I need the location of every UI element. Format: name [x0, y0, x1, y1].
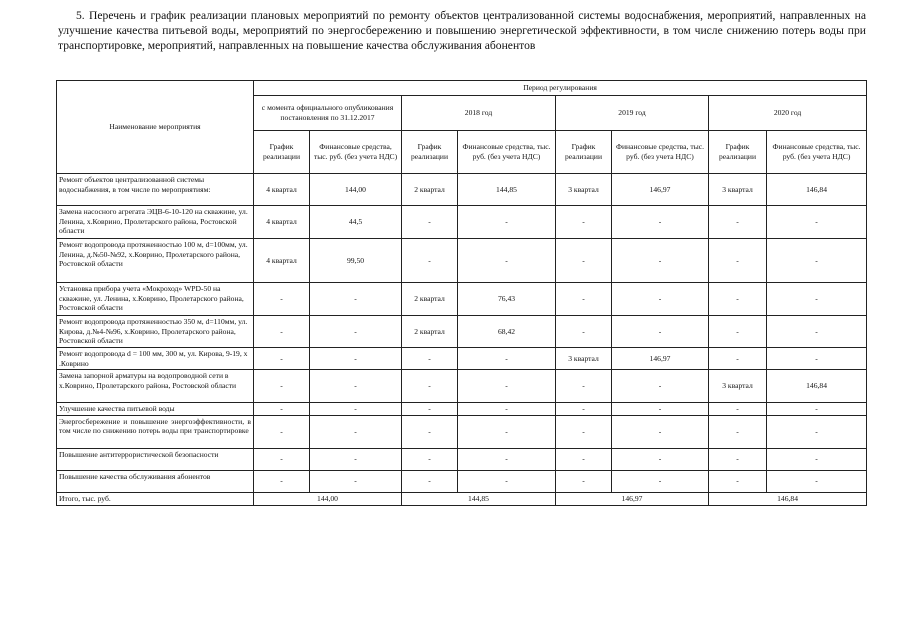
- row-name-cell: Энергосбережение и повышение энергоэффективности, в том числе по снижению потерь воды при транспортировке: [57, 415, 254, 448]
- row-name-cell: Ремонт водопровода протяженностью 100 м, d=100мм, ул. Ленина, д.№50-№92, х.Коврино, Пролетарского района, Ростовской области: [57, 239, 254, 283]
- schedule-cell: -: [709, 348, 767, 370]
- schedule-cell: 4 квартал: [254, 174, 310, 206]
- finance-cell: 99,50: [310, 239, 402, 283]
- table-row: [57, 470, 867, 492]
- section-title: [58, 8, 866, 53]
- schedule-cell: -: [254, 283, 310, 316]
- finance-cell: -: [458, 239, 556, 283]
- finance-cell: -: [310, 348, 402, 370]
- schedule-cell: -: [402, 206, 458, 239]
- finance-cell: -: [458, 206, 556, 239]
- schedule-cell: 2 квартал: [402, 283, 458, 316]
- schedule-cell: -: [402, 239, 458, 283]
- finance-cell: -: [458, 470, 556, 492]
- row-name-cell: Замена запорной арматуры на водопроводной сети в х.Коврино, Пролетарского района, Ростовской области: [57, 370, 254, 403]
- row-name-cell: Повышение качества обслуживания абонентов: [57, 470, 254, 492]
- finance-cell: 76,43: [458, 283, 556, 316]
- finance-cell: -: [310, 448, 402, 470]
- schedule-cell: 4 квартал: [254, 206, 310, 239]
- schedule-cell: 2 квартал: [402, 174, 458, 206]
- finance-cell: -: [612, 470, 709, 492]
- schedule-cell: -: [254, 403, 310, 416]
- schedule-cell: 3 квартал: [556, 348, 612, 370]
- schedule-cell: 3 квартал: [556, 174, 612, 206]
- total-value: 146,84: [709, 492, 867, 505]
- schedule-cell: 3 квартал: [709, 174, 767, 206]
- finance-cell: -: [767, 403, 867, 416]
- finance-cell: -: [612, 448, 709, 470]
- finance-cell: 68,42: [458, 316, 556, 348]
- table-row: [57, 316, 867, 348]
- finance-cell: -: [310, 283, 402, 316]
- schedule-cell: -: [556, 316, 612, 348]
- section-title-text: 5. Перечень и график реализации плановых мероприятий по ремонту объектов централизованной системы водоснабжения, мероприятий, направленных на улучшение качества питьевой воды, мероприятий по энергосбережению и повышению энергетической эффективности, в том числе снижению потерь воды при транспортировке, мероприятий, направленных на повышение качества обслуживания абонентов: [58, 9, 866, 52]
- finance-cell: -: [458, 448, 556, 470]
- schedule-cell: -: [709, 403, 767, 416]
- schedule-cell: -: [556, 403, 612, 416]
- finance-cell: -: [767, 239, 867, 283]
- schedule-cell: -: [556, 470, 612, 492]
- row-name-cell: Ремонт объектов централизованной системы водоснабжения, в том числе по мероприятиям:: [57, 174, 254, 206]
- sub-header-finance: Финансовые средства, тыс. руб. (без учета НДС): [612, 131, 709, 174]
- schedule-cell: -: [556, 415, 612, 448]
- schedule-cell: -: [709, 316, 767, 348]
- table-row: [57, 415, 867, 448]
- row-name-cell: Ремонт водопровода d = 100 мм, 300 м, ул. Кирова, 9-19, х .Коврино: [57, 348, 254, 370]
- finance-cell: -: [767, 415, 867, 448]
- finance-cell: -: [612, 316, 709, 348]
- schedule-cell: -: [254, 415, 310, 448]
- row-name-cell: Улучшение качества питьевой воды: [57, 403, 254, 416]
- finance-cell: 44,5: [310, 206, 402, 239]
- col-header-name: Наименование мероприятия: [57, 81, 254, 174]
- finance-cell: -: [458, 348, 556, 370]
- period-header-2019: 2019 год: [556, 96, 709, 131]
- finance-cell: -: [458, 415, 556, 448]
- table-row: [57, 283, 867, 316]
- schedule-cell: -: [556, 448, 612, 470]
- table-row: [57, 174, 867, 206]
- schedule-cell: -: [254, 470, 310, 492]
- row-name-cell: Ремонт водопровода протяженностью 350 м, d=110мм, ул. Кирова, д.№4-№96, х.Коврино, Пролетарского района, Ростовской области: [57, 316, 254, 348]
- schedule-cell: 4 квартал: [254, 239, 310, 283]
- table-row: [57, 206, 867, 239]
- schedule-cell: -: [709, 448, 767, 470]
- schedule-cell: -: [709, 415, 767, 448]
- finance-cell: -: [767, 448, 867, 470]
- table-row: [57, 370, 867, 403]
- finance-cell: -: [767, 283, 867, 316]
- total-value: 144,00: [254, 492, 402, 505]
- schedule-cell: -: [402, 448, 458, 470]
- period-header: Период регулирования: [254, 81, 867, 96]
- finance-cell: -: [612, 283, 709, 316]
- finance-cell: -: [458, 370, 556, 403]
- finance-cell: -: [767, 348, 867, 370]
- finance-cell: -: [612, 370, 709, 403]
- schedule-cell: -: [556, 239, 612, 283]
- finance-cell: -: [310, 470, 402, 492]
- sub-header-schedule: График реализации: [254, 131, 310, 174]
- finance-cell: -: [310, 415, 402, 448]
- sub-header-schedule: График реализации: [402, 131, 458, 174]
- finance-cell: -: [310, 316, 402, 348]
- finance-cell: 146,84: [767, 370, 867, 403]
- schedule-cell: 2 квартал: [402, 316, 458, 348]
- schedule-cell: -: [709, 470, 767, 492]
- row-name-cell: Установка прибора учета «Мокроход» WPD-50 на скважине, ул. Ленина, х.Коврино, Пролетарского района, Ростовской области: [57, 283, 254, 316]
- schedule-cell: -: [254, 316, 310, 348]
- period-header-2017: с момента официального опубликования постановления по 31.12.2017: [254, 96, 402, 131]
- schedule-cell: -: [402, 470, 458, 492]
- schedule-cell: -: [402, 348, 458, 370]
- period-header-2020: 2020 год: [709, 96, 867, 131]
- schedule-cell: -: [556, 370, 612, 403]
- table-row: [57, 448, 867, 470]
- finance-cell: 144,85: [458, 174, 556, 206]
- schedule-cell: -: [254, 370, 310, 403]
- total-row: [57, 492, 867, 505]
- finance-cell: 146,97: [612, 348, 709, 370]
- finance-cell: -: [767, 206, 867, 239]
- plan-table: [56, 80, 867, 506]
- finance-cell: -: [310, 403, 402, 416]
- period-header-2018: 2018 год: [402, 96, 556, 131]
- finance-cell: -: [612, 403, 709, 416]
- schedule-cell: 3 квартал: [709, 370, 767, 403]
- finance-cell: 146,97: [612, 174, 709, 206]
- sub-header-finance: Финансовые средства, тыс. руб. (без учета НДС): [767, 131, 867, 174]
- finance-cell: -: [612, 206, 709, 239]
- total-label: Итого, тыс. руб.: [57, 492, 254, 505]
- row-name-cell: Замена насосного агрегата ЭЦВ-6-10-120 на скважине, ул. Ленина, х.Коврино, Пролетарского района, Ростовской области: [57, 206, 254, 239]
- finance-cell: -: [767, 470, 867, 492]
- sub-header-schedule: График реализации: [556, 131, 612, 174]
- finance-cell: -: [612, 239, 709, 283]
- finance-cell: -: [612, 415, 709, 448]
- schedule-cell: -: [556, 206, 612, 239]
- schedule-cell: -: [402, 415, 458, 448]
- total-value: 146,97: [556, 492, 709, 505]
- schedule-cell: -: [402, 403, 458, 416]
- finance-cell: 144,00: [310, 174, 402, 206]
- finance-cell: -: [767, 316, 867, 348]
- table-row: [57, 348, 867, 370]
- table-row: [57, 239, 867, 283]
- sub-header-finance: Финансовые средства, тыс. руб. (без учета НДС): [310, 131, 402, 174]
- schedule-cell: -: [254, 448, 310, 470]
- sub-header-finance: Финансовые средства, тыс. руб. (без учета НДС): [458, 131, 556, 174]
- schedule-cell: -: [709, 239, 767, 283]
- schedule-cell: -: [402, 370, 458, 403]
- finance-cell: 146,84: [767, 174, 867, 206]
- schedule-cell: -: [254, 348, 310, 370]
- schedule-cell: -: [709, 283, 767, 316]
- sub-header-schedule: График реализации: [709, 131, 767, 174]
- finance-cell: -: [458, 403, 556, 416]
- row-name-cell: Повышение антитеррористической безопасности: [57, 448, 254, 470]
- schedule-cell: -: [709, 206, 767, 239]
- finance-cell: -: [310, 370, 402, 403]
- table-row: [57, 403, 867, 416]
- total-value: 144,85: [402, 492, 556, 505]
- schedule-cell: -: [556, 283, 612, 316]
